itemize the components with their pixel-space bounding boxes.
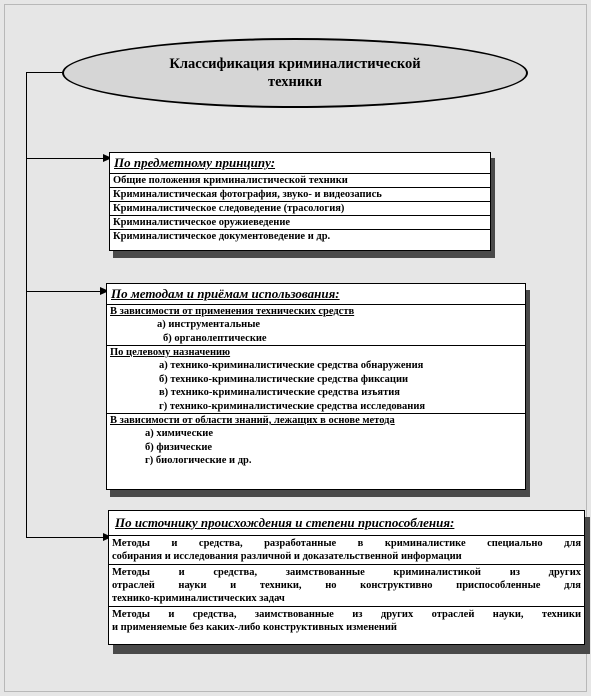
list-item: а) технико-криминалистические средства обнаружения bbox=[159, 360, 424, 371]
box-heading: По источнику происхождения и степени приспособления: bbox=[109, 511, 584, 536]
group-title: В зависимости от применения технических средств bbox=[110, 306, 355, 317]
connector-trunk bbox=[26, 72, 27, 538]
list-item: Общие положения криминалистической техники bbox=[110, 174, 490, 188]
box-heading: По предметному принципу: bbox=[110, 153, 490, 174]
paragraph-line: Методы и средства, заимствованные из других отраслей науки, техники bbox=[112, 609, 581, 620]
diagram-title: Классификация криминалистической техники bbox=[169, 56, 421, 90]
connector-branch-1 bbox=[26, 158, 106, 159]
box-heading: По методам и приёмам использования: bbox=[107, 284, 525, 305]
paragraph-line: Методы и средства, разработанные в криминалистике специально для bbox=[112, 538, 581, 549]
paragraph-line: технико-криминалистических задач bbox=[112, 593, 285, 604]
connector-branch-3 bbox=[26, 537, 106, 538]
group-title: По целевому назначению bbox=[110, 347, 231, 358]
list-item: а) химические bbox=[145, 428, 214, 439]
group bbox=[107, 413, 525, 468]
group bbox=[107, 305, 525, 345]
methods-box bbox=[106, 283, 526, 490]
list-item: а) инструментальные bbox=[157, 319, 261, 330]
paragraph-line: отраслей науки и техники, но конструктивно приспособленные для bbox=[112, 580, 581, 591]
paragraph bbox=[109, 565, 584, 607]
paragraph-line: Методы и средства, заимствованные криминалистикой из других bbox=[112, 567, 581, 578]
list-item: б) органолептические bbox=[163, 332, 267, 344]
paragraph-line: собирания и исследования различной и доказательственной информации bbox=[112, 551, 462, 562]
list-item: Криминалистическое документоведение и др. bbox=[113, 231, 331, 242]
paragraph bbox=[109, 607, 584, 635]
paragraph bbox=[109, 536, 584, 565]
origin-box bbox=[108, 510, 585, 645]
title-ellipse bbox=[62, 38, 528, 108]
paragraph-line: и применяемые без каких-либо конструктивных изменений bbox=[112, 622, 397, 633]
list-item: Криминалистическое оружиеведение bbox=[110, 216, 490, 230]
group-title: В зависимости от области знаний, лежащих в основе метода bbox=[110, 415, 395, 426]
connector-from-title bbox=[27, 72, 63, 73]
list-item: б) технико-криминалистические средства фиксации bbox=[159, 373, 409, 385]
list-item: б) физические bbox=[145, 441, 213, 453]
group bbox=[107, 345, 525, 413]
list-item: г) технико-криминалистические средства исследования bbox=[159, 400, 426, 412]
list-item: Криминалистическая фотография, звуко- и видеозапись bbox=[110, 188, 490, 202]
list-item: г) биологические и др. bbox=[145, 455, 252, 466]
list-item: Криминалистическое следоведение (трасология) bbox=[110, 202, 490, 216]
list-item: в) технико-криминалистические средства изъятия bbox=[159, 387, 400, 398]
subject-principle-box bbox=[109, 152, 491, 251]
connector-branch-2 bbox=[26, 291, 103, 292]
